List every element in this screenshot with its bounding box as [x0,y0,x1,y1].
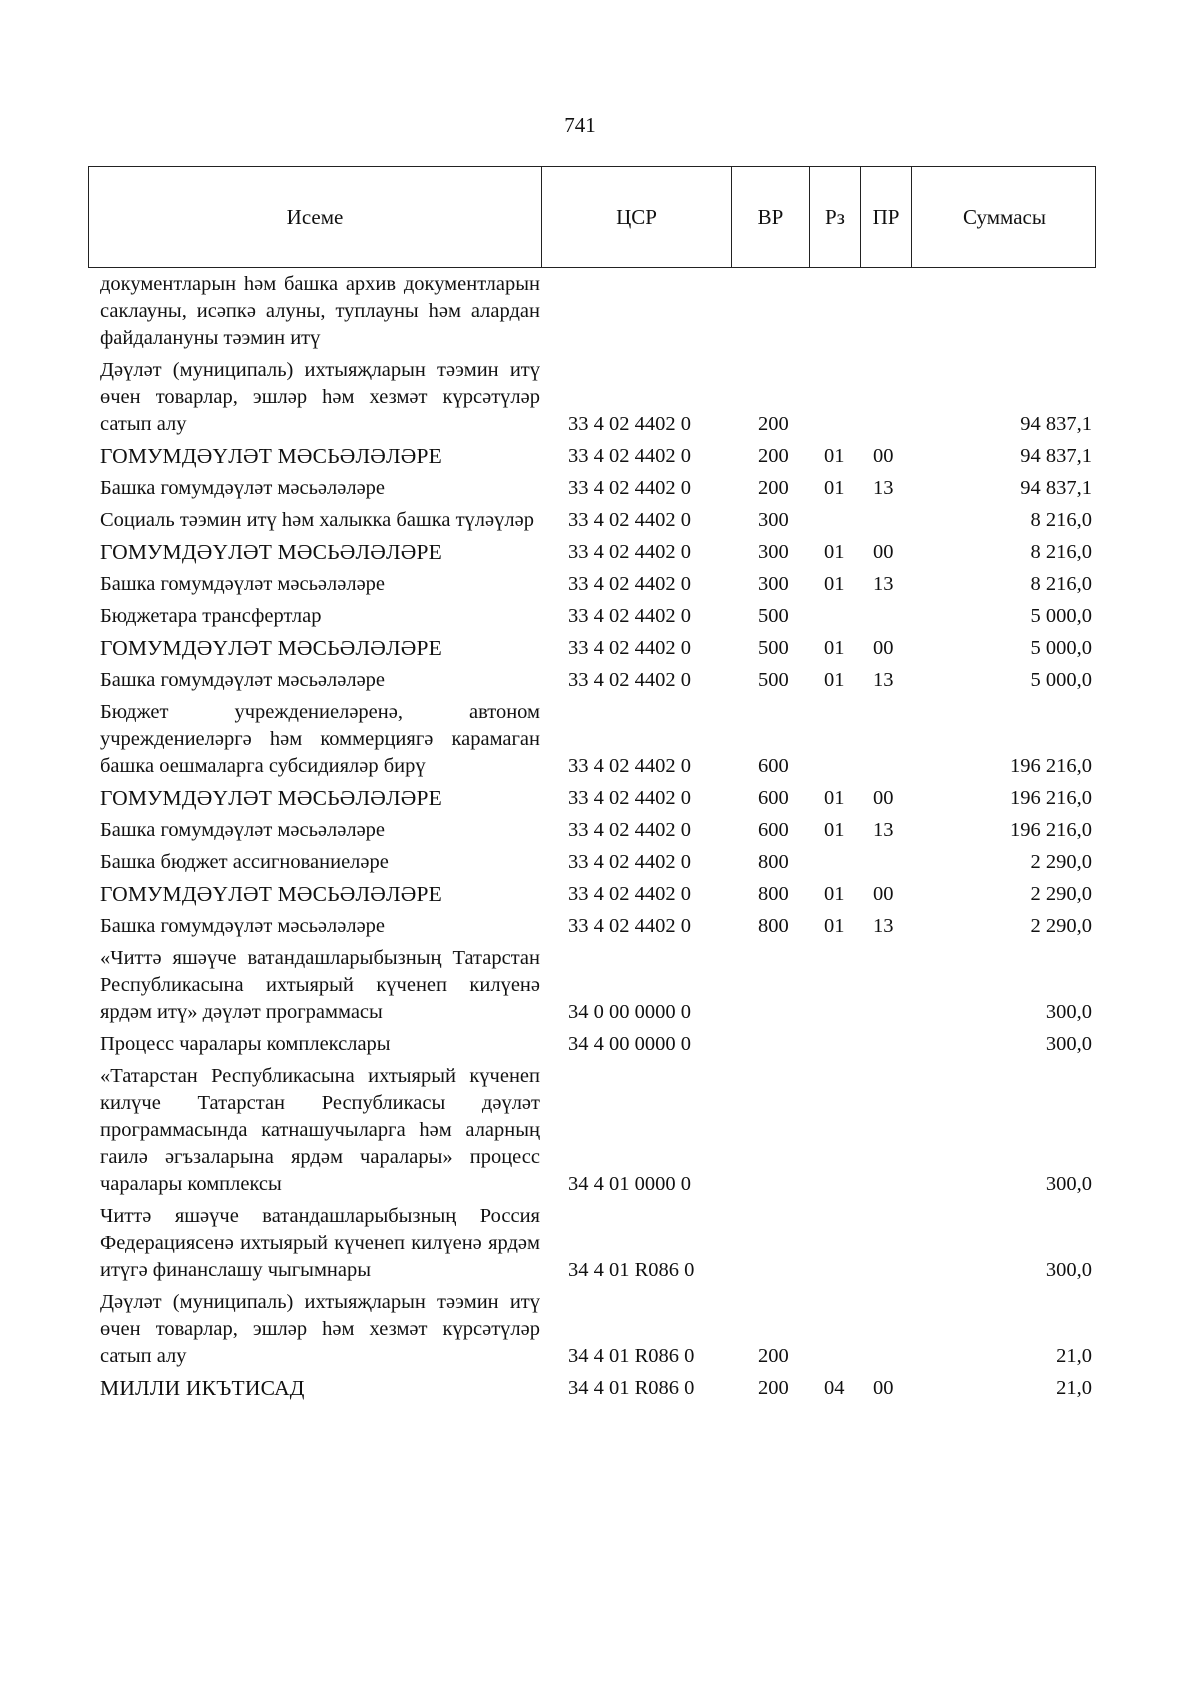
row-sum: 2 290,0 [1030,883,1092,905]
row-name: Социаль тәэмин итү һәм халыкка башка түләүләр [100,509,534,531]
header-rz: Рз [809,167,860,267]
table-row [88,443,1096,470]
row-csr: 34 0 00 0000 0 [568,1001,691,1023]
table-row [88,1203,1096,1284]
row-vr: 200 [758,445,789,467]
row-sum: 5 000,0 [1030,637,1092,659]
row-vr: 300 [758,573,789,595]
row-sum: 21,0 [1056,1377,1092,1399]
table-row [88,785,1096,812]
row-name: ГОМУМДӘҮЛӘТ МӘСЬӘЛӘЛӘРЕ [100,786,442,810]
row-sum: 2 290,0 [1030,851,1092,873]
table-row [88,603,1096,630]
row-rz: 01 [824,445,845,467]
row-pr: 13 [873,819,894,841]
table-header [88,166,1096,268]
row-rz: 04 [824,1377,845,1399]
row-name: Дәүләт (муниципаль) ихтыяҗларын тәэмин итү өчен товарлар, эшләр һәм хезмәт күрсәтүләр сатып алу [100,359,540,435]
row-vr: 200 [758,413,789,435]
row-vr: 600 [758,755,789,777]
table-row [88,1031,1096,1058]
row-name: Бюджетара трансфертлар [100,605,322,627]
row-csr: 33 4 02 4402 0 [568,787,691,809]
table-row [88,357,1096,438]
row-sum: 196 216,0 [1010,755,1092,777]
row-vr: 300 [758,509,789,531]
row-csr: 33 4 02 4402 0 [568,509,691,531]
row-csr: 33 4 02 4402 0 [568,755,691,777]
row-sum: 8 216,0 [1030,509,1092,531]
row-csr: 33 4 02 4402 0 [568,541,691,563]
row-pr: 00 [873,787,894,809]
row-csr: 33 4 02 4402 0 [568,413,691,435]
row-rz: 01 [824,573,845,595]
row-name: Башка гомумдәүләт мәсьәләләре [100,669,386,691]
table-row [88,539,1096,566]
table-row [88,271,1096,352]
row-name: документларын һәм башка архив документларын саклауны, исәпкә алуны, туплауны һәм алардан файдалануны тәэмин итү [100,273,540,349]
row-name: Дәүләт (муниципаль) ихтыяҗларын тәэмин итү өчен товарлар, эшләр һәм хезмәт күрсәтүләр сатып алу [100,1291,540,1367]
row-sum: 300,0 [1045,1001,1092,1023]
row-name: Башка гомумдәүләт мәсьәләләре [100,819,386,841]
table-row [88,913,1096,940]
row-name: Башка гомумдәүләт мәсьәләләре [100,915,386,937]
row-sum: 196 216,0 [1010,819,1092,841]
row-sum: 94 837,1 [1020,413,1092,435]
row-pr: 13 [873,915,894,937]
table-row [88,1063,1096,1198]
row-sum: 8 216,0 [1030,541,1092,563]
row-csr: 33 4 02 4402 0 [568,915,691,937]
table-row [88,945,1096,1026]
row-name: МИЛЛИ ИКЪТИСАД [100,1376,305,1400]
row-pr: 00 [873,1377,894,1399]
header-csr: ЦСР [541,167,731,267]
row-vr: 200 [758,477,789,499]
row-vr: 300 [758,541,789,563]
row-name: Башка бюджет ассигнованиеләре [100,851,389,873]
row-csr: 33 4 02 4402 0 [568,637,691,659]
row-name: ГОМУМДӘҮЛӘТ МӘСЬӘЛӘЛӘРЕ [100,444,442,468]
row-rz: 01 [824,787,845,809]
row-name: ГОМУМДӘҮЛӘТ МӘСЬӘЛӘЛӘРЕ [100,882,442,906]
row-csr: 34 4 00 0000 0 [568,1033,691,1055]
row-pr: 00 [873,883,894,905]
row-pr: 00 [873,541,894,563]
row-sum: 5 000,0 [1030,605,1092,627]
row-name: Башка гомумдәүләт мәсьәләләре [100,573,386,595]
row-rz: 01 [824,541,845,563]
row-csr: 34 4 01 0000 0 [568,1173,691,1195]
table-row [88,1289,1096,1370]
row-csr: 34 4 01 R086 0 [568,1345,695,1367]
row-sum: 300,0 [1045,1259,1092,1281]
row-pr: 13 [873,669,894,691]
row-vr: 600 [758,819,789,841]
row-csr: 34 4 01 R086 0 [568,1259,695,1281]
row-csr: 33 4 02 4402 0 [568,445,691,467]
table-row [88,881,1096,908]
row-sum: 196 216,0 [1010,787,1092,809]
row-csr: 33 4 02 4402 0 [568,477,691,499]
row-vr: 600 [758,787,789,809]
row-vr: 800 [758,851,789,873]
row-rz: 01 [824,915,845,937]
page-number: 741 [564,113,596,137]
row-name: Бюджет учреждениеләренә, автоном учреждениеләргә һәм коммерциягә карамаган башка оешмаларга субсидияләр бирү [100,701,540,777]
header-vr: ВР [731,167,809,267]
row-rz: 01 [824,477,845,499]
row-vr: 500 [758,605,789,627]
table-row [88,507,1096,534]
table-row [88,1375,1096,1402]
row-vr: 500 [758,637,789,659]
table-row [88,699,1096,780]
table-row [88,635,1096,662]
row-rz: 01 [824,819,845,841]
row-vr: 200 [758,1345,789,1367]
row-csr: 33 4 02 4402 0 [568,851,691,873]
row-sum: 2 290,0 [1030,915,1092,937]
row-sum: 94 837,1 [1020,477,1092,499]
row-vr: 800 [758,915,789,937]
table-body [88,271,1096,1407]
row-csr: 34 4 01 R086 0 [568,1377,695,1399]
header-name: Исеме [286,204,344,229]
row-name: «Татарстан Республикасына ихтыярый күченеп килүче Татарстан Республикасы дәүләт программасында катнашучыларга һәм аларның гаилә әгъзаларына ярдәм чаралары» процесс чаралары комплексы [100,1065,540,1195]
row-pr: 13 [873,573,894,595]
row-csr: 33 4 02 4402 0 [568,819,691,841]
row-sum: 300,0 [1045,1173,1092,1195]
row-pr: 00 [873,637,894,659]
row-rz: 01 [824,883,845,905]
row-sum: 5 000,0 [1030,669,1092,691]
row-rz: 01 [824,637,845,659]
row-csr: 33 4 02 4402 0 [568,573,691,595]
row-sum: 8 216,0 [1030,573,1092,595]
row-name: ГОМУМДӘҮЛӘТ МӘСЬӘЛӘЛӘРЕ [100,636,442,660]
row-csr: 33 4 02 4402 0 [568,605,691,627]
row-sum: 21,0 [1056,1345,1092,1367]
row-vr: 200 [758,1377,789,1399]
row-name: Читтә яшәүче ватандашларыбызның Россия Федерациясенә ихтыярый күченеп килүенә ярдәм итүгә финанслашу чыгымнары [100,1205,540,1281]
row-sum: 94 837,1 [1020,445,1092,467]
row-name: «Читтә яшәүче ватандашларыбызның Татарстан Республикасына ихтыярый күченеп килүенә ярдәм итү» дәүләт программасы [100,947,540,1023]
table-row [88,667,1096,694]
row-pr: 00 [873,445,894,467]
table-row [88,817,1096,844]
header-sum: Суммасы [911,167,1097,267]
row-csr: 33 4 02 4402 0 [568,669,691,691]
row-vr: 800 [758,883,789,905]
table-row [88,849,1096,876]
row-name: Башка гомумдәүләт мәсьәләләре [100,477,386,499]
row-rz: 01 [824,669,845,691]
row-pr: 13 [873,477,894,499]
table-row [88,571,1096,598]
row-name: Процесс чаралары комплекслары [100,1033,391,1055]
row-sum: 300,0 [1045,1033,1092,1055]
row-csr: 33 4 02 4402 0 [568,883,691,905]
table-row [88,475,1096,502]
header-pr: ПР [860,167,911,267]
row-name: ГОМУМДӘҮЛӘТ МӘСЬӘЛӘЛӘРЕ [100,540,442,564]
row-vr: 500 [758,669,789,691]
